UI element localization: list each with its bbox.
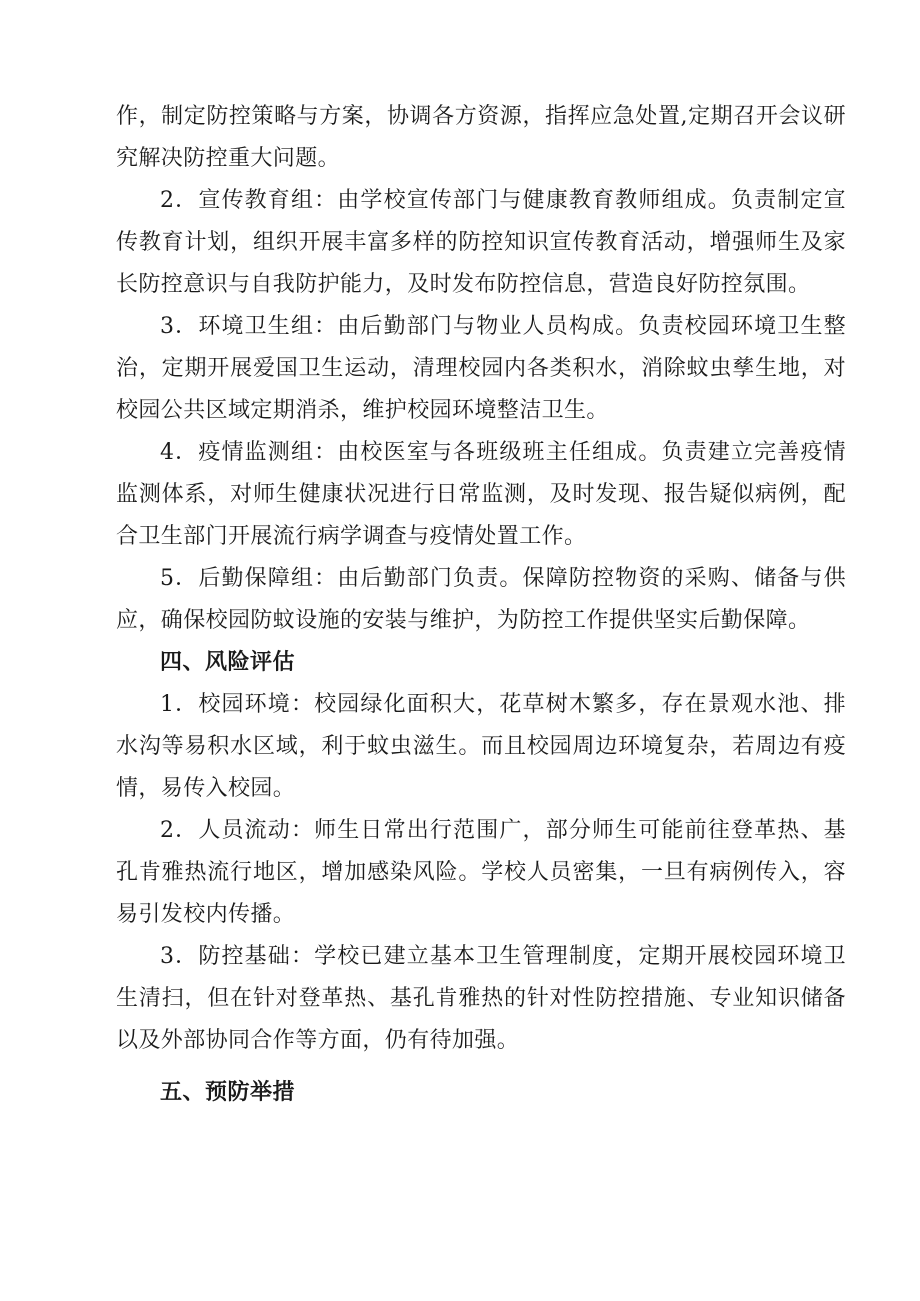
- document-page: [116, 96, 846, 1114]
- paragraph-publicity-group: 2．宣传教育组：由学校宣传部门与健康教育教师组成。负责制定宣传教育计划，组织开展丰富多样的防控知识宣传教育活动，增强师生及家长防控意识与自我防护能力，及时发布防控信息，营造良好防控氛围。: [116, 188, 846, 297]
- paragraph-logistics-group: 5．后勤保障组：由后勤部门负责。保障防控物资的采购、储备与供应，确保校园防蚊设施的安装与维护，为防控工作提供坚实后勤保障。: [116, 566, 846, 633]
- paragraph-risk-personnel-mobility: 2．人员流动：师生日常出行范围广，部分师生可能前往登革热、基孔肯雅热流行地区，增加感染风险。学校人员密集，一旦有病例传入，容易引发校内传播。: [116, 818, 846, 927]
- paragraph-continuation: 作，制定防控策略与方案，协调各方资源，指挥应急处置,定期召开会议研究解决防控重大问题。: [116, 104, 846, 171]
- paragraph-risk-campus-environment: 1．校园环境：校园绿化面积大，花草树木繁多，存在景观水池、排水沟等易积水区域，利于蚊虫滋生。而且校园周边环境复杂，若周边有疫情，易传入校园。: [116, 692, 846, 801]
- paragraph-environment-group: 3．环境卫生组：由后勤部门与物业人员构成。负责校园环境卫生整治，定期开展爱国卫生运动，清理校园内各类积水，消除蚊虫孳生地，对校园公共区域定期消杀，维护校园环境整洁卫生。: [116, 314, 846, 423]
- section-heading-prevention-measures: 五、预防举措: [160, 1080, 296, 1105]
- paragraph-monitoring-group: 4．疫情监测组：由校医室与各班级班主任组成。负责建立完善疫情监测体系，对师生健康状况进行日常监测，及时发现、报告疑似病例，配合卫生部门开展流行病学调查与疫情处置工作。: [116, 440, 846, 549]
- section-heading-risk-assessment: 四、风险评估: [160, 650, 296, 675]
- paragraph-risk-prevention-basis: 3．防控基础：学校已建立基本卫生管理制度，定期开展校园环境卫生清扫，但在针对登革热、基孔肯雅热的针对性防控措施、专业知识储备以及外部协同合作等方面，仍有待加强。: [116, 944, 846, 1053]
